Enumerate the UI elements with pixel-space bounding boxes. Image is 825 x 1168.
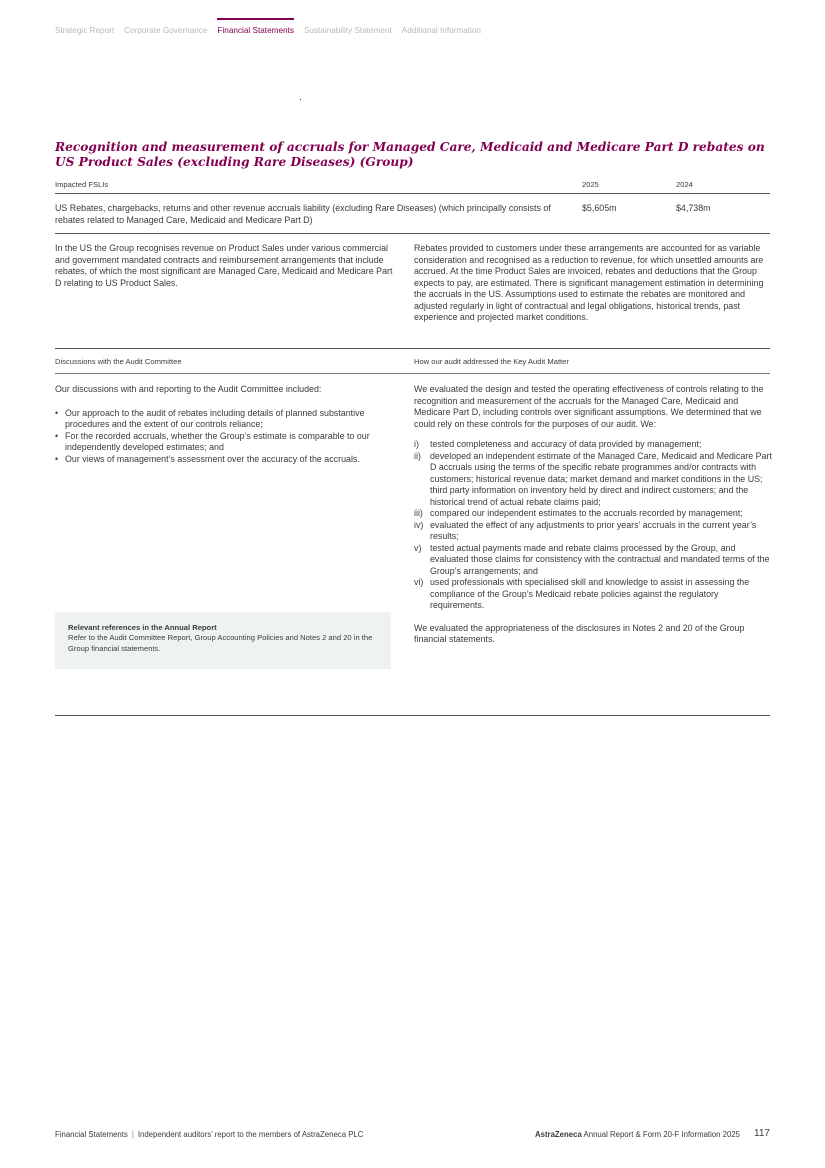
step-number: iii) xyxy=(414,508,423,518)
nav-financial-statements[interactable]: Financial Statements xyxy=(217,18,293,35)
footer-left xyxy=(55,1130,363,1139)
divider xyxy=(55,233,770,234)
section-title: Recognition and measurement of accruals for Managed Care, Medicaid and Medicare Part D rebates on US Product Sales (excluding Rare Diseases) (Group) xyxy=(55,140,765,169)
kam-right-text: Rebates provided to customers under these arrangements are accounted for as variable consideration and recognised as a reduction to revenue, for which unsettled amounts are accrued. At the time Product Sales are invoiced, rebates and deductions that the Group expects to pay, are estimated. There is significant management estimation in determining the accruals in the US. Assumptions used to estimate the rebates are monitored and adjusted regularly in light of contractual and legal obligations, historical trends, past experience and projected market conditions. xyxy=(414,243,764,322)
list-item xyxy=(414,520,772,543)
fsli-description: US Rebates, chargebacks, returns and other revenue accruals liability (excluding Rare Diseases) (which principally consists of rebates related to Managed Care, Medicaid and Medicare Part D) xyxy=(55,203,551,225)
fsli-value-2025: $5,605m xyxy=(582,203,617,213)
list-item xyxy=(414,577,772,612)
fsli-header-label: Impacted FSLIs xyxy=(55,180,109,189)
discussions-intro: Our discussions with and reporting to the Audit Committee included: xyxy=(55,384,322,394)
audit-steps xyxy=(414,439,772,612)
nav-strategic-report[interactable]: Strategic Report xyxy=(55,26,115,35)
footer-right xyxy=(535,1130,740,1139)
footer-brand: AstraZeneca xyxy=(534,1130,582,1139)
list-item xyxy=(414,543,772,578)
step-number: iv) xyxy=(414,519,424,530)
step-number: v) xyxy=(414,542,422,553)
footer-section: Financial Statements xyxy=(55,1130,128,1139)
page-number: 117 xyxy=(754,1128,770,1139)
divider xyxy=(55,373,770,374)
discussions-header: Discussions with the Audit Committee xyxy=(55,357,182,366)
audit-header: How our audit addressed the Key Audit Matter xyxy=(414,357,569,366)
step-text: developed an independent estimate of the Managed Care, Medicaid and Medicare Part D accruals using the terms of the specific rebate programmes and/or contracts with customers; historical revenue data; market demand and market conditions in the US; third party information on inventory held by direct and indirect customers; and the historical trend of actual rebate claims paid; xyxy=(430,450,772,507)
divider xyxy=(55,193,770,194)
step-text: evaluated the effect of any adjustments to prior years’ accruals in the current year’s results; xyxy=(430,519,757,541)
kam-description-left xyxy=(55,243,397,289)
references-box xyxy=(55,612,391,669)
footer-separator: | xyxy=(131,1130,134,1139)
footer-subtitle: Independent auditors’ report to the members of AstraZeneca PLC xyxy=(137,1130,364,1139)
discussions-column xyxy=(55,384,397,465)
list-item xyxy=(414,439,772,451)
kam-description-right xyxy=(414,243,772,324)
list-item: • Our views of management’s assessment over the accuracy of the accruals. xyxy=(55,454,397,466)
footer-report: Annual Report & Form 20-F Information 2025 xyxy=(583,1130,740,1139)
section-nav xyxy=(55,18,481,35)
audit-conclusion: We evaluated the appropriateness of the disclosures in Notes 2 and 20 of the Group financial statements. xyxy=(414,622,745,644)
divider xyxy=(55,715,770,716)
list-item xyxy=(414,451,772,509)
step-text: compared our independent estimates to the accruals recorded by management; xyxy=(430,508,743,518)
references-text: Refer to the Audit Committee Report, Group Accounting Policies and Notes 2 and 20 in the Group financial statements. xyxy=(68,633,373,653)
step-text: tested completeness and accuracy of data provided by management; xyxy=(430,439,702,449)
step-text: used professionals with specialised skill and knowledge to assist in assessing the compliance of the Group’s Medicaid rebate policies against the regulatory requirements. xyxy=(430,577,750,610)
list-item: • Our approach to the audit of rebates including details of planned substantive procedures and the extent of our controls reliance; xyxy=(55,408,397,431)
step-number: i) xyxy=(414,439,419,449)
step-text: tested actual payments made and rebate claims processed by the Group, and evaluated those claims for consistency with the contractual and mandated terms of the Group’s arrangements; and xyxy=(430,542,770,576)
nav-corporate-governance[interactable]: Corporate Governance xyxy=(124,26,208,35)
step-number: vi) xyxy=(414,577,424,587)
stray-dot xyxy=(300,99,301,100)
divider xyxy=(55,348,770,349)
fsli-value-2024: $4,738m xyxy=(676,203,711,213)
audit-intro: We evaluated the design and tested the operating effectiveness of controls relating to the recognition and measurement of the accruals for the Managed Care, Medicaid and Medicare Part D, including controls over significant assumptions. We determined that we could rely on these controls for the purposes of our audit. We: xyxy=(414,384,764,429)
nav-sustainability-statement[interactable]: Sustainability Statement xyxy=(303,26,392,35)
references-title: Relevant references in the Annual Report xyxy=(68,623,217,632)
audit-column xyxy=(414,384,772,646)
nav-additional-information[interactable]: Additional Information xyxy=(401,26,481,35)
list-item: • For the recorded accruals, whether the Group’s estimate is comparable to our independently developed estimates; and xyxy=(55,431,397,454)
step-number: ii) xyxy=(414,450,421,461)
kam-left-text: In the US the Group recognises revenue on Product Sales under various commercial and government mandated contracts and reimbursement arrangements that include rebates, of which the most significant are Managed Care, Medicaid and Medicare Part D relating to US Product Sales. xyxy=(55,243,393,288)
list-item xyxy=(414,508,772,520)
discussions-list xyxy=(55,408,397,466)
fsli-year-2024: 2024 xyxy=(676,180,693,189)
fsli-year-2025: 2025 xyxy=(582,180,599,189)
